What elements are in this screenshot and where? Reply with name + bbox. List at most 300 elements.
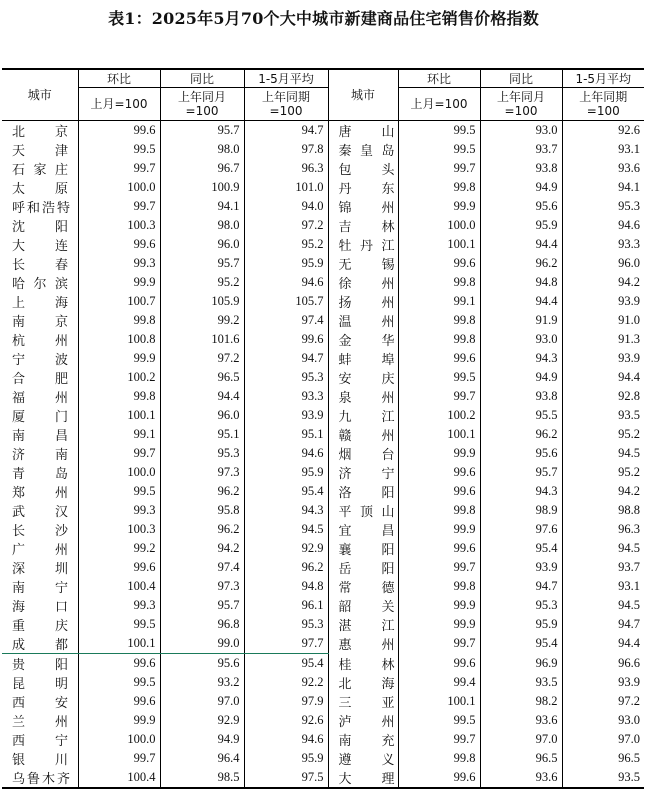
city-name-right: 济 宁: [328, 463, 398, 482]
avg-value-left: 93.3: [244, 387, 328, 406]
mom-value-left: 100.8: [78, 330, 160, 349]
table-row: [2, 577, 644, 596]
header-row-1: [2, 69, 644, 88]
city-name-left: 太 原: [12, 182, 68, 197]
avg-value-right: 92.8: [562, 387, 644, 406]
avg-value-right: 93.5: [562, 406, 644, 425]
city-name-right: 遵 义: [328, 749, 398, 768]
avg-value-right: 93.7: [562, 558, 644, 577]
city-name-left: 上 海: [12, 296, 68, 311]
mom-value-left: 99.7: [78, 159, 160, 178]
mom-value-right: 100.1: [398, 235, 480, 254]
avg-value-right: 91.0: [562, 311, 644, 330]
yoy-value-right: 94.9: [480, 178, 562, 197]
mom-value-right: 99.6: [398, 768, 480, 788]
yoy-value-left: 99.2: [160, 311, 244, 330]
avg-value-right: 98.8: [562, 501, 644, 520]
avg-value-left: 96.1: [244, 596, 328, 615]
mom-value-left: 99.6: [78, 654, 160, 674]
yoy-value-right: 97.0: [480, 730, 562, 749]
mom-value-right: 99.8: [398, 330, 480, 349]
avg-value-left: 94.7: [244, 121, 328, 141]
city-name-right: 唐 山: [328, 121, 398, 141]
city-name-right: 牡 丹 江: [328, 235, 398, 254]
avg-value-left: 94.8: [244, 577, 328, 596]
city-name-right: 南 充: [328, 730, 398, 749]
mom-value-left: 100.0: [78, 730, 160, 749]
avg-value-left: 97.2: [244, 216, 328, 235]
table-row: [2, 654, 644, 674]
city-name-right: 三 亚: [328, 692, 398, 711]
avg-value-left: 94.3: [244, 501, 328, 520]
mom-value-left: 100.2: [78, 368, 160, 387]
city-name-right: 吉 林: [328, 216, 398, 235]
mom-value-left: 100.7: [78, 292, 160, 311]
city-name-left: 深 圳: [12, 562, 68, 577]
avg-value-right: 94.5: [562, 444, 644, 463]
mom-value-right: 99.5: [398, 140, 480, 159]
header-yoy-base-right: 上年同月 =100: [480, 88, 562, 121]
table-row: [2, 501, 644, 520]
table-row: [2, 330, 644, 349]
city-name-right: 洛 阳: [328, 482, 398, 501]
mom-value-left: 99.9: [78, 711, 160, 730]
city-name-right: 徐 州: [328, 273, 398, 292]
avg-value-right: 94.1: [562, 178, 644, 197]
yoy-value-right: 94.8: [480, 273, 562, 292]
table-row: [2, 520, 644, 539]
yoy-value-right: 93.6: [480, 711, 562, 730]
city-name-left: 郑 州: [12, 486, 68, 501]
mom-value-left: 99.5: [78, 482, 160, 501]
city-name-left: 兰 州: [12, 715, 68, 730]
yoy-value-right: 93.0: [480, 121, 562, 141]
avg-value-right: 93.1: [562, 577, 644, 596]
avg-value-left: 94.5: [244, 520, 328, 539]
yoy-value-right: 93.5: [480, 673, 562, 692]
city-name-left: 沈 阳: [12, 220, 68, 235]
yoy-value-left: 95.2: [160, 273, 244, 292]
city-name-right: 无 锡: [328, 254, 398, 273]
yoy-value-right: 95.3: [480, 596, 562, 615]
avg-value-right: 94.2: [562, 273, 644, 292]
table-row: [2, 311, 644, 330]
table-row: [2, 273, 644, 292]
yoy-value-left: 96.2: [160, 482, 244, 501]
avg-value-left: 95.3: [244, 615, 328, 634]
city-name-right: 常 德: [328, 577, 398, 596]
avg-value-left: 94.0: [244, 197, 328, 216]
mom-value-left: 100.4: [78, 768, 160, 788]
yoy-value-right: 93.0: [480, 330, 562, 349]
city-name-left: 南 京: [12, 315, 68, 330]
mom-value-left: 100.3: [78, 216, 160, 235]
mom-value-right: 99.7: [398, 159, 480, 178]
mom-value-right: 99.1: [398, 292, 480, 311]
table-row: [2, 711, 644, 730]
yoy-value-right: 94.3: [480, 349, 562, 368]
avg-value-right: 92.6: [562, 121, 644, 141]
mom-value-left: 99.2: [78, 539, 160, 558]
mom-value-right: 99.8: [398, 577, 480, 596]
city-name-left: 长 春: [12, 258, 68, 273]
yoy-value-right: 97.6: [480, 520, 562, 539]
yoy-value-left: 95.7: [160, 596, 244, 615]
yoy-value-left: 98.5: [160, 768, 244, 788]
avg-value-right: 94.5: [562, 539, 644, 558]
city-name-right: 襄 阳: [328, 539, 398, 558]
avg-value-left: 95.4: [244, 482, 328, 501]
yoy-value-left: 97.0: [160, 692, 244, 711]
mom-value-right: 99.5: [398, 121, 480, 141]
mom-value-right: 100.1: [398, 692, 480, 711]
city-name-right: 赣 州: [328, 425, 398, 444]
city-name-left: 重 庆: [12, 619, 68, 634]
mom-value-right: 99.6: [398, 463, 480, 482]
header-city-left: 城市: [2, 69, 78, 121]
avg-value-right: 96.6: [562, 654, 644, 674]
yoy-value-right: 93.8: [480, 159, 562, 178]
yoy-value-right: 95.9: [480, 216, 562, 235]
city-name-left: 海 口: [12, 600, 68, 615]
mom-value-right: 99.9: [398, 444, 480, 463]
avg-value-right: 94.6: [562, 216, 644, 235]
mom-value-right: 99.7: [398, 558, 480, 577]
city-name-right: 蚌 埠: [328, 349, 398, 368]
avg-value-right: 93.0: [562, 711, 644, 730]
table-row: [2, 292, 644, 311]
mom-value-left: 99.9: [78, 273, 160, 292]
table-row: [2, 235, 644, 254]
table-row: [2, 444, 644, 463]
yoy-value-left: 96.2: [160, 520, 244, 539]
table-row: [2, 615, 644, 634]
avg-value-right: 95.2: [562, 463, 644, 482]
city-name-right: 丹 东: [328, 178, 398, 197]
yoy-value-left: 95.7: [160, 121, 244, 141]
mom-value-right: 100.0: [398, 216, 480, 235]
table-row: [2, 673, 644, 692]
table-row: [2, 482, 644, 501]
mom-value-left: 100.0: [78, 463, 160, 482]
city-name-right: 惠 州: [328, 634, 398, 654]
yoy-value-left: 96.7: [160, 159, 244, 178]
city-name-right: 泸 州: [328, 711, 398, 730]
yoy-value-right: 98.9: [480, 501, 562, 520]
mom-value-left: 99.5: [78, 140, 160, 159]
mom-value-right: 99.6: [398, 539, 480, 558]
table-row: [2, 634, 644, 654]
yoy-value-right: 91.9: [480, 311, 562, 330]
city-name-left: 哈 尔 滨: [12, 277, 68, 292]
avg-value-right: 91.3: [562, 330, 644, 349]
mom-value-left: 99.7: [78, 444, 160, 463]
city-name-left: 西 安: [12, 696, 68, 711]
table-row: [2, 692, 644, 711]
city-name-right: 宜 昌: [328, 520, 398, 539]
yoy-value-left: 98.0: [160, 140, 244, 159]
city-name-left: 南 昌: [12, 429, 68, 444]
table-row: [2, 406, 644, 425]
city-name-left: 济 南: [12, 448, 68, 463]
yoy-value-left: 97.3: [160, 463, 244, 482]
city-name-left: 武 汉: [12, 505, 68, 520]
avg-value-left: 92.2: [244, 673, 328, 692]
mom-value-left: 99.6: [78, 121, 160, 141]
mom-value-right: 99.7: [398, 634, 480, 654]
yoy-value-left: 97.2: [160, 349, 244, 368]
mom-value-left: 99.1: [78, 425, 160, 444]
avg-value-left: 94.6: [244, 273, 328, 292]
yoy-value-left: 95.3: [160, 444, 244, 463]
avg-value-left: 97.4: [244, 311, 328, 330]
table-row: [2, 539, 644, 558]
mom-value-left: 100.1: [78, 406, 160, 425]
yoy-value-right: 93.7: [480, 140, 562, 159]
yoy-value-right: 94.4: [480, 292, 562, 311]
mom-value-right: 99.8: [398, 501, 480, 520]
avg-value-left: 94.7: [244, 349, 328, 368]
mom-value-right: 100.2: [398, 406, 480, 425]
yoy-value-left: 94.1: [160, 197, 244, 216]
avg-value-left: 105.7: [244, 292, 328, 311]
mom-value-left: 99.6: [78, 692, 160, 711]
city-name-right: 北 海: [328, 673, 398, 692]
header-yoy-base-left: 上年同月 =100: [160, 88, 244, 121]
yoy-value-right: 93.6: [480, 768, 562, 788]
city-name-right: 九 江: [328, 406, 398, 425]
avg-value-right: 93.9: [562, 292, 644, 311]
table-row: [2, 216, 644, 235]
yoy-value-left: 94.4: [160, 387, 244, 406]
avg-value-left: 97.5: [244, 768, 328, 788]
yoy-value-left: 99.0: [160, 634, 244, 654]
mom-value-right: 99.7: [398, 387, 480, 406]
mom-value-left: 99.3: [78, 501, 160, 520]
avg-value-right: 96.5: [562, 749, 644, 768]
city-name-left: 杭 州: [12, 334, 68, 349]
avg-value-left: 95.9: [244, 749, 328, 768]
header-avg-base-left: 上年同期 =100: [244, 88, 328, 121]
table-row: [2, 140, 644, 159]
city-name-right: 包 头: [328, 159, 398, 178]
table-row: [2, 768, 644, 788]
city-name-right: 平 顶 山: [328, 501, 398, 520]
yoy-value-left: 97.3: [160, 577, 244, 596]
mom-value-right: 99.6: [398, 654, 480, 674]
table-row: [2, 197, 644, 216]
mom-value-right: 99.9: [398, 596, 480, 615]
city-name-right: 湛 江: [328, 615, 398, 634]
city-name-left: 宁 波: [12, 353, 68, 368]
avg-value-right: 97.0: [562, 730, 644, 749]
mom-value-left: 100.1: [78, 634, 160, 654]
avg-value-left: 95.1: [244, 425, 328, 444]
yoy-value-right: 95.4: [480, 539, 562, 558]
header-yoy-left: 同比: [160, 69, 244, 88]
mom-value-right: 99.8: [398, 749, 480, 768]
city-name-left: 厦 门: [12, 410, 68, 425]
yoy-value-left: 93.2: [160, 673, 244, 692]
avg-value-left: 95.3: [244, 368, 328, 387]
mom-value-left: 99.3: [78, 254, 160, 273]
city-name-left: 广 州: [12, 543, 68, 558]
table-row: [2, 387, 644, 406]
mom-value-right: 99.8: [398, 311, 480, 330]
city-name-left: 呼 和 浩 特: [12, 201, 70, 216]
yoy-value-left: 95.7: [160, 254, 244, 273]
city-name-left: 乌 鲁 木 齐: [12, 772, 70, 787]
yoy-value-right: 95.5: [480, 406, 562, 425]
avg-value-right: 94.5: [562, 596, 644, 615]
avg-value-right: 97.2: [562, 692, 644, 711]
avg-value-left: 93.9: [244, 406, 328, 425]
mom-value-left: 99.8: [78, 387, 160, 406]
table-row: [2, 596, 644, 615]
header-row-2: [2, 88, 644, 121]
table-row: [2, 159, 644, 178]
avg-value-left: 92.6: [244, 711, 328, 730]
mom-value-left: 99.8: [78, 311, 160, 330]
avg-value-left: 97.9: [244, 692, 328, 711]
header-mom-right: 环比: [398, 69, 480, 88]
mom-value-left: 100.0: [78, 178, 160, 197]
yoy-value-right: 96.5: [480, 749, 562, 768]
city-name-left: 银 川: [12, 753, 68, 768]
yoy-value-right: 94.3: [480, 482, 562, 501]
table-row: [2, 463, 644, 482]
city-name-right: 烟 台: [328, 444, 398, 463]
header-mom-left: 环比: [78, 69, 160, 88]
city-name-left: 南 宁: [12, 581, 68, 596]
avg-value-right: 94.2: [562, 482, 644, 501]
city-name-left: 天 津: [12, 144, 68, 159]
avg-value-left: 101.0: [244, 178, 328, 197]
avg-value-right: 95.3: [562, 197, 644, 216]
yoy-value-left: 95.8: [160, 501, 244, 520]
table-row: [2, 730, 644, 749]
mom-value-left: 100.3: [78, 520, 160, 539]
avg-value-right: 96.3: [562, 520, 644, 539]
yoy-value-left: 96.4: [160, 749, 244, 768]
mom-value-right: 99.6: [398, 349, 480, 368]
yoy-value-left: 101.6: [160, 330, 244, 349]
mom-value-right: 100.1: [398, 425, 480, 444]
yoy-value-right: 95.9: [480, 615, 562, 634]
header-city-right: 城市: [328, 69, 398, 121]
yoy-value-left: 96.0: [160, 235, 244, 254]
yoy-value-right: 95.4: [480, 634, 562, 654]
mom-value-left: 99.9: [78, 349, 160, 368]
avg-value-right: 93.1: [562, 140, 644, 159]
mom-value-left: 99.3: [78, 596, 160, 615]
city-name-right: 泉 州: [328, 387, 398, 406]
table-title: 表1：2025年5月70个大中城市新建商品住宅销售价格指数: [108, 9, 539, 28]
mom-value-right: 99.7: [398, 730, 480, 749]
mom-value-right: 99.9: [398, 197, 480, 216]
yoy-value-left: 100.9: [160, 178, 244, 197]
yoy-value-right: 95.7: [480, 463, 562, 482]
city-name-left: 成 都: [2, 634, 78, 654]
avg-value-right: 93.9: [562, 349, 644, 368]
avg-value-right: 93.6: [562, 159, 644, 178]
city-name-right: 锦 州: [328, 197, 398, 216]
yoy-value-right: 93.8: [480, 387, 562, 406]
avg-value-left: 95.9: [244, 463, 328, 482]
table-row: [2, 749, 644, 768]
table-row: [2, 121, 644, 141]
yoy-value-right: 95.6: [480, 197, 562, 216]
avg-value-left: 94.6: [244, 444, 328, 463]
yoy-value-left: 94.2: [160, 539, 244, 558]
avg-value-right: 94.7: [562, 615, 644, 634]
avg-value-left: 92.9: [244, 539, 328, 558]
avg-value-right: 96.0: [562, 254, 644, 273]
avg-value-left: 96.3: [244, 159, 328, 178]
avg-value-right: 93.9: [562, 673, 644, 692]
city-name-left: 石 家 庄: [12, 163, 68, 178]
yoy-value-right: 96.9: [480, 654, 562, 674]
header-mom-base-left: 上月=100: [78, 88, 160, 121]
mom-value-left: 99.7: [78, 197, 160, 216]
mom-value-left: 99.7: [78, 749, 160, 768]
yoy-value-left: 96.5: [160, 368, 244, 387]
mom-value-right: 99.6: [398, 254, 480, 273]
avg-value-left: 95.2: [244, 235, 328, 254]
avg-value-left: 95.4: [244, 654, 328, 674]
header-avg-right: 1-5月平均: [562, 69, 644, 88]
city-name-right: 韶 关: [328, 596, 398, 615]
avg-value-left: 99.6: [244, 330, 328, 349]
city-name-left: 青 岛: [12, 467, 68, 482]
mom-value-right: 99.6: [398, 482, 480, 501]
mom-value-right: 99.9: [398, 520, 480, 539]
city-name-right: 温 州: [328, 311, 398, 330]
city-name-right: 金 华: [328, 330, 398, 349]
yoy-value-right: 94.9: [480, 368, 562, 387]
avg-value-left: 96.2: [244, 558, 328, 577]
mom-value-left: 99.6: [78, 558, 160, 577]
price-index-table: [2, 68, 644, 789]
mom-value-right: 99.5: [398, 711, 480, 730]
table-row: [2, 368, 644, 387]
city-name-left: 昆 明: [12, 677, 68, 692]
avg-value-right: 93.5: [562, 768, 644, 788]
yoy-value-right: 94.7: [480, 577, 562, 596]
yoy-value-right: 96.2: [480, 254, 562, 273]
mom-value-left: 99.5: [78, 673, 160, 692]
city-name-left: 贵 阳: [12, 658, 68, 673]
city-name-left: 北 京: [12, 125, 68, 140]
city-name-right: 桂 林: [328, 654, 398, 674]
mom-value-right: 99.8: [398, 178, 480, 197]
city-name-left: 长 沙: [12, 524, 68, 539]
yoy-value-left: 96.0: [160, 406, 244, 425]
avg-value-right: 93.3: [562, 235, 644, 254]
avg-value-right: 94.4: [562, 368, 644, 387]
city-name-right: 大 理: [328, 768, 398, 788]
yoy-value-right: 95.6: [480, 444, 562, 463]
city-name-right: 岳 阳: [328, 558, 398, 577]
avg-value-right: 94.4: [562, 634, 644, 654]
mom-value-right: 99.9: [398, 615, 480, 634]
yoy-value-left: 98.0: [160, 216, 244, 235]
avg-value-left: 97.8: [244, 140, 328, 159]
table-row: [2, 558, 644, 577]
table-row: [2, 349, 644, 368]
city-name-left: 大 连: [12, 239, 68, 254]
mom-value-left: 99.5: [78, 615, 160, 634]
